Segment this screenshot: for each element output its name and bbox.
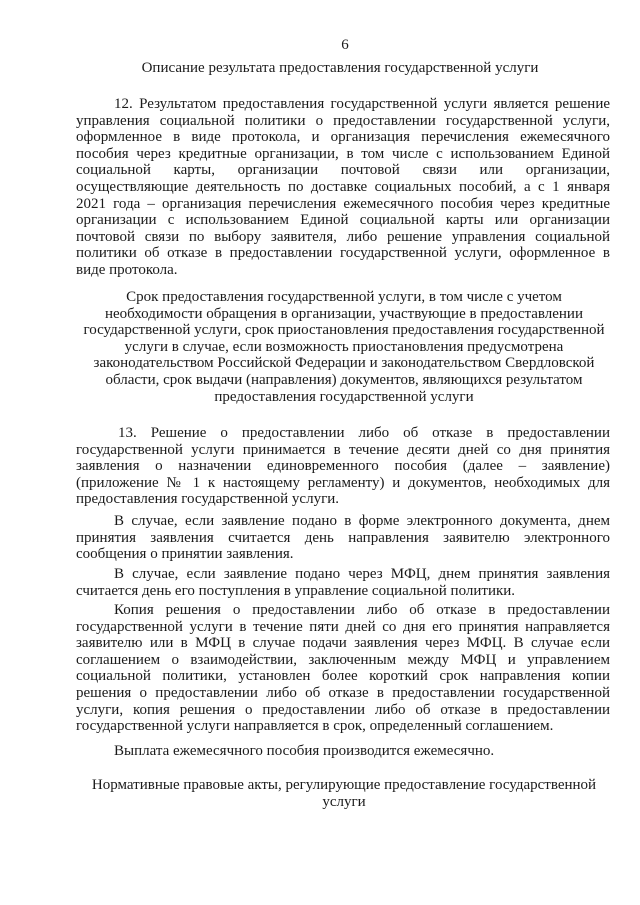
paragraph-13-mfc: В случае, если заявление подано через МФЦ, днем принятия заявления считается день его поступления в управление социальной политики.	[76, 566, 610, 599]
section-heading-term: Срок предоставления государственной услуги, в том числе с учетом необходимости обращения в организации, участвующие в предоставлении государственной услуги, срок приостановления предоставления государственной услуги в случае, если возможность приостановления предусмотрена законодательством Российской Федерации и законодательством Свердловской области, срок выдачи (направления) документов, являющихся результатом предоставления государственной услуги	[83, 289, 605, 405]
paragraph-13-payment: Выплата ежемесячного пособия производится ежемесячно.	[114, 743, 495, 759]
section-heading-result: Описание результата предоставления государственной услуги	[141, 60, 539, 76]
paragraph-13-copy: Копия решения о предоставлении либо об отказе в предоставлении государственной услуги в течение пяти дней со дня его принятия направляется заявителю или в МФЦ в случае подачи заявления через МФЦ. В случае если соглашением о взаимодействии, заключенным между МФЦ и управлением социальной политики, установлен более короткий срок направления копии решения о предоставлении либо об отказе в предоставлении государственной услуги, копия решения о предоставлении либо об отказе в предоставлении государственной услуги направляется в срок, определенный соглашением.	[76, 602, 610, 735]
paragraph-13: 13. Решение о предоставлении либо об отказе в предоставлении государственной услуги принимается в течение десяти дней со дня принятия заявления о назначении единовременного пособия (далее – заявление) (приложение № 1 к настоящему регламенту) и документов, необходимых для предоставления государственной услуги.	[76, 425, 610, 508]
section-heading-acts: Нормативные правовые акты, регулирующие предоставление государственной услуги	[91, 777, 597, 810]
page-number: 6	[341, 37, 349, 53]
paragraph-13-electronic: В случае, если заявление подано в форме электронного документа, днем принятия заявления считается день направления заявителю электронного сообщения о принятии заявления.	[76, 513, 610, 563]
paragraph-12: 12. Результатом предоставления государственной услуги является решение управления социальной политики о предоставлении государственной услуги, оформленное в виде протокола, и организация перечисления ежемесячного пособия через кредитные организации, в том числе с использованием Единой социальной карты, организации почтовой связи или организации, осуществляющие деятельность по доставке социальных пособий, а с 1 января 2021 года – организация перечисления ежемесячного пособия через кредитные организации с использованием Единой социальной карты или организации почтовой связи по выбору заявителя, либо решение управления социальной политики об отказе в предоставлении государственной услуги, оформленное в виде протокола.	[76, 96, 610, 278]
